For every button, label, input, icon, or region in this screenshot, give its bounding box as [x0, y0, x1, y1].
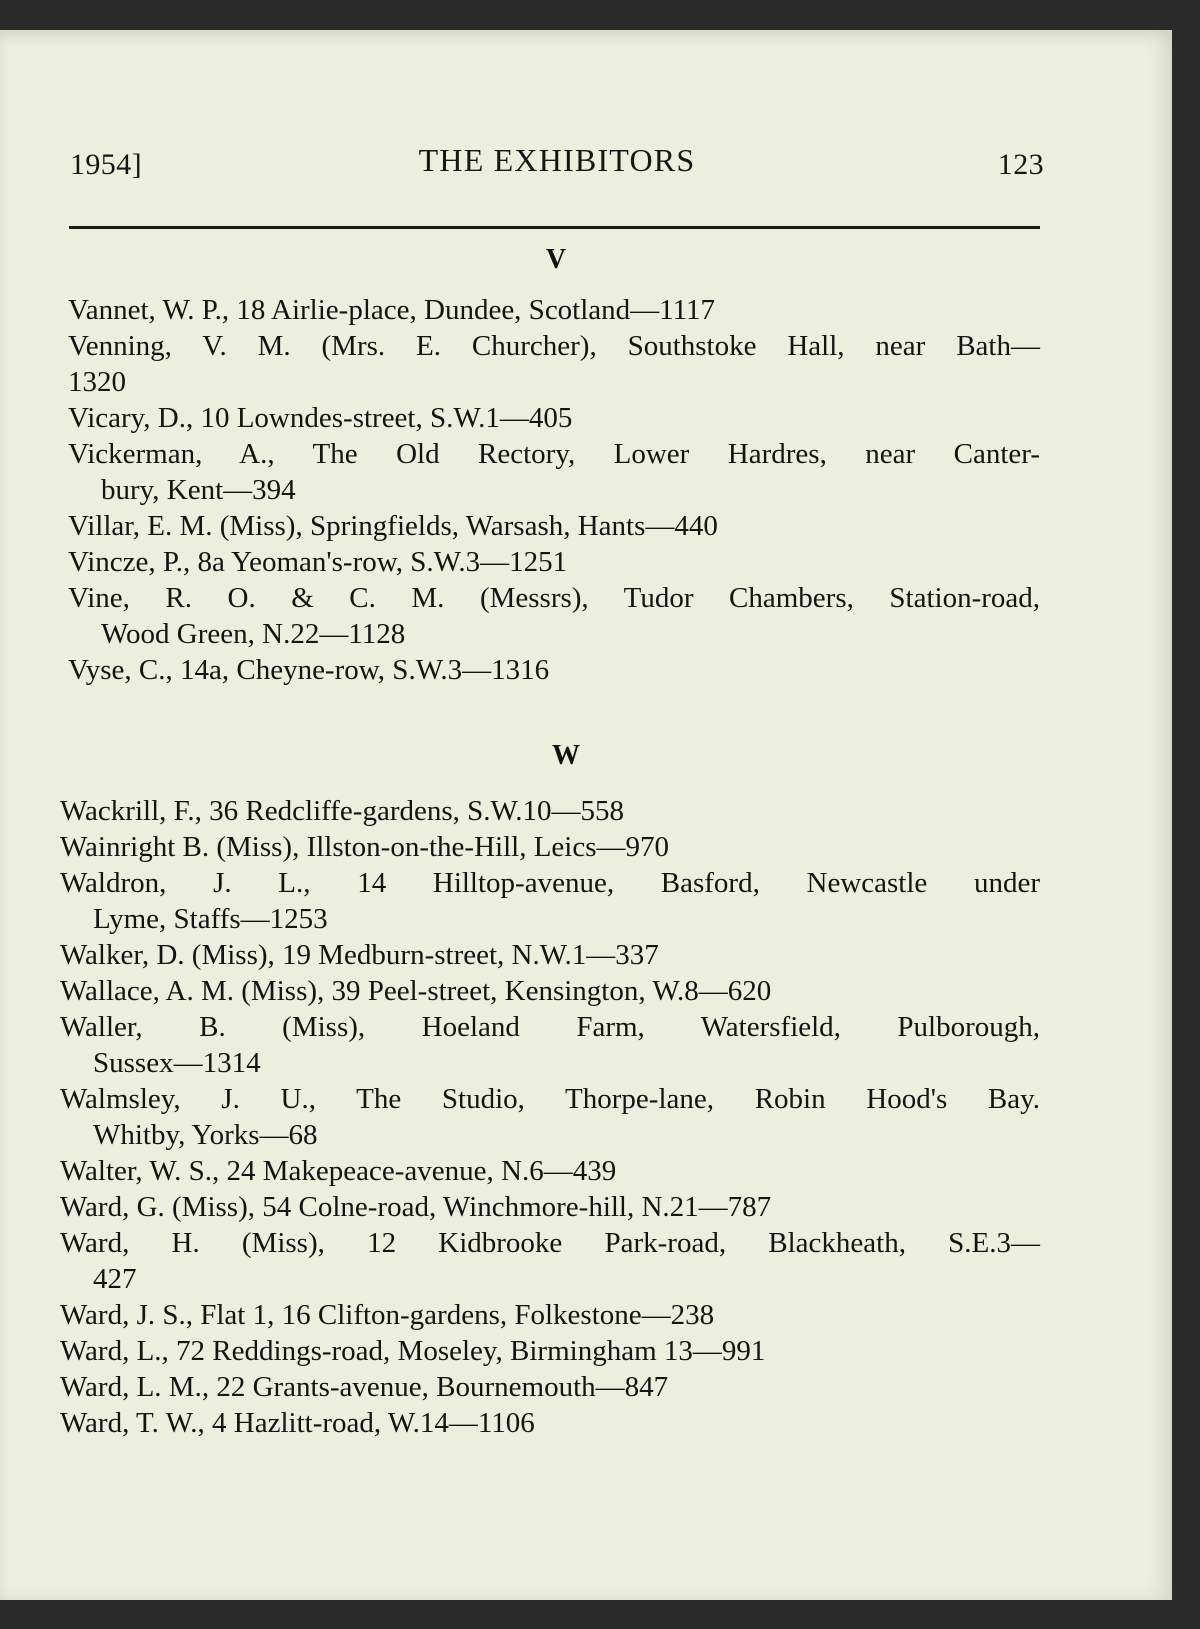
- list-item: [68, 436, 1040, 508]
- list-item: [60, 973, 1040, 1009]
- entry-line: Ward, T. W., 4 Hazlitt-road, W.14—1106: [60, 1407, 535, 1439]
- entry-line: Walmsley, J. U., The Studio, Thorpe-lane, Robin Hood's Bay.: [60, 1083, 1040, 1115]
- entry-line: Venning, V. M. (Mrs. E. Churcher), Southstoke Hall, near Bath—: [68, 330, 1040, 362]
- entry-line: Ward, H. (Miss), 12 Kidbrooke Park-road, Blackheath, S.E.3—: [60, 1227, 1040, 1259]
- header-year: 1954]: [70, 148, 142, 181]
- entry-line: Vincze, P., 8a Yeoman's-row, S.W.3—1251: [68, 546, 568, 578]
- entry-line: Ward, L. M., 22 Grants-avenue, Bournemouth—847: [60, 1371, 669, 1403]
- list-item: [60, 793, 1040, 829]
- list-item: [68, 400, 1040, 436]
- section-letter-w: W: [552, 740, 580, 771]
- entry-line: Whitby, Yorks—68: [93, 1119, 318, 1151]
- list-item: [60, 1225, 1040, 1297]
- list-item: [60, 1405, 1040, 1441]
- entry-line: bury, Kent—394: [101, 474, 296, 506]
- list-item: [60, 1333, 1040, 1369]
- section-w-list: [60, 793, 1040, 1441]
- entry-line: Ward, G. (Miss), 54 Colne-road, Winchmore-hill, N.21—787: [60, 1191, 772, 1223]
- entry-line: Vine, R. O. & C. M. (Messrs), Tudor Chambers, Station-road,: [68, 582, 1040, 614]
- entry-line: Vyse, C., 14a, Cheyne-row, S.W.3—1316: [68, 654, 550, 686]
- entry-line: Walter, W. S., 24 Makepeace-avenue, N.6—439: [60, 1155, 617, 1187]
- entry-line: Walker, D. (Miss), 19 Medburn-street, N.W.1—337: [60, 939, 659, 971]
- entry-line: Sussex—1314: [93, 1047, 261, 1079]
- entry-line: Vannet, W. P., 18 Airlie-place, Dundee, Scotland—1117: [68, 294, 716, 326]
- section-letter-v: V: [545, 244, 567, 275]
- page-title: THE EXHIBITORS: [418, 142, 696, 178]
- list-item: [68, 580, 1040, 652]
- entry-line: Wallace, A. M. (Miss), 39 Peel-street, Kensington, W.8—620: [60, 975, 772, 1007]
- list-item: [68, 652, 1040, 688]
- book-page: [0, 30, 1172, 1600]
- entry-line: Wainright B. (Miss), Illston-on-the-Hill, Leics—970: [60, 831, 669, 863]
- list-item: [68, 544, 1040, 580]
- list-item: [60, 1081, 1040, 1153]
- entry-line: Waller, B. (Miss), Hoeland Farm, Watersfield, Pulborough,: [60, 1011, 1040, 1043]
- list-item: [68, 292, 1040, 328]
- list-item: [60, 829, 1040, 865]
- entry-line: 427: [93, 1263, 137, 1295]
- list-item: [60, 1189, 1040, 1225]
- entry-line: Ward, L., 72 Reddings-road, Moseley, Birmingham 13—991: [60, 1335, 766, 1367]
- list-item: [60, 865, 1040, 937]
- list-item: [60, 1009, 1040, 1081]
- running-header: [70, 142, 1044, 192]
- entry-line: Villar, E. M. (Miss), Springfields, Warsash, Hants—440: [68, 510, 718, 542]
- entry-line: Vicary, D., 10 Lowndes-street, S.W.1—405: [68, 402, 573, 434]
- header-rule: [69, 226, 1040, 229]
- entry-line: Ward, J. S., Flat 1, 16 Clifton-gardens, Folkestone—238: [60, 1299, 715, 1331]
- entry-line: 1320: [68, 366, 126, 398]
- list-item: [68, 328, 1040, 400]
- list-item: [60, 937, 1040, 973]
- entry-line: Wackrill, F., 36 Redcliffe-gardens, S.W.10—558: [60, 795, 624, 827]
- entry-line: Wood Green, N.22—1128: [101, 618, 406, 650]
- list-item: [60, 1369, 1040, 1405]
- page-number: 123: [997, 148, 1044, 181]
- list-item: [60, 1297, 1040, 1333]
- section-v-list: [68, 292, 1040, 688]
- entry-line: Lyme, Staffs—1253: [93, 903, 328, 935]
- list-item: [68, 508, 1040, 544]
- entry-line: Waldron, J. L., 14 Hilltop-avenue, Basford, Newcastle under: [60, 867, 1040, 899]
- list-item: [60, 1153, 1040, 1189]
- entry-line: Vickerman, A., The Old Rectory, Lower Hardres, near Canter-: [68, 438, 1040, 470]
